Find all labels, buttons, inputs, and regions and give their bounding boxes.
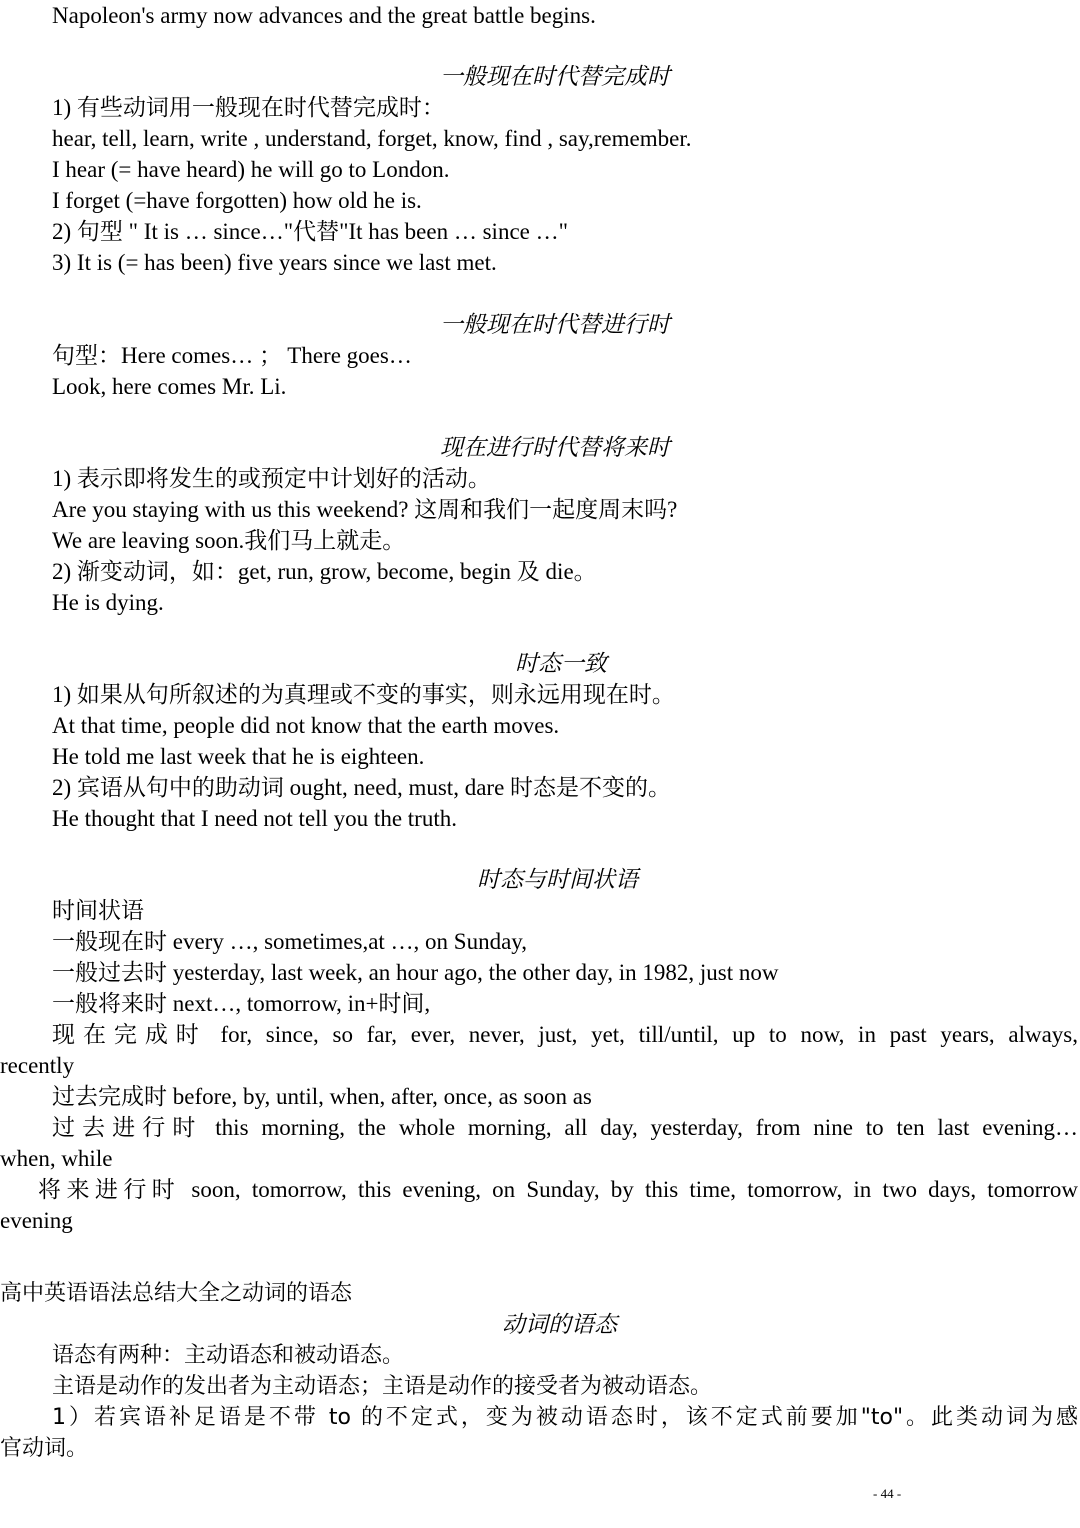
text-line: I forget (=have forgotten) how old he is.: [52, 188, 422, 213]
intro-line: Napoleon's army now advances and the great battle begins.: [52, 3, 596, 28]
text-line: 2) 宾语从句中的助动词 ought, need, must, dare 时态是不变的。: [52, 775, 672, 800]
page-number: - 44 -: [873, 1486, 902, 1501]
text-line: hear, tell, learn, write , understand, forget, know, find , say,remember.: [52, 126, 692, 151]
text-line: 1) 有些动词用一般现在时代替完成时：: [52, 95, 445, 120]
text-line: At that time, people did not know that the earth moves.: [52, 713, 560, 738]
text-line: 一般将来时 next…, tomorrow, in+时间,: [52, 991, 431, 1016]
text-line: 主语是动作的发出者为主动语态；主语是动作的接受者为被动语态。: [52, 1374, 713, 1399]
text-line: 现在完成时 for, since, so far, ever, never, just, yet, till/until, up to now, in past years, always,: [52, 1022, 1078, 1047]
text-line: 过去完成时 before, by, until, when, after, once, as soon as: [52, 1084, 592, 1109]
text-line: We are leaving soon.我们马上就走。: [52, 528, 406, 553]
text-line: 将来进行时 soon, tomorrow, this evening, on Sunday, by this time, tomorrow, in two days, tomorrow: [38, 1177, 1078, 1202]
text-line: He told me last week that he is eighteen.: [52, 744, 425, 769]
chapter-heading: 高中英语语法总结大全之动词的语态: [0, 1281, 353, 1306]
text-line: 1) 如果从句所叙述的为真理或不变的事实，则永远用现在时。: [52, 682, 675, 707]
text-line: recently: [0, 1053, 75, 1078]
text-line: Look, here comes Mr. Li.: [52, 374, 287, 399]
section-title: 时态与时间状语: [477, 867, 638, 892]
section-title: 时态一致: [515, 651, 607, 676]
text-line: 官动词。: [0, 1436, 89, 1461]
text-line: 一般现在时 every …, sometimes,at …, on Sunday,: [52, 929, 528, 954]
text-line: 3) It is (= has been) five years since we last met.: [52, 250, 497, 275]
section-title: 现在进行时代替将来时: [440, 435, 670, 460]
section-title: 动词的语态: [502, 1312, 617, 1337]
section-title: 一般现在时代替进行时: [440, 312, 670, 337]
text-line: 1）若宾语补足语是不带 to 的不定式，变为被动语态时，该不定式前要加"to"。此类动词为感: [52, 1405, 1078, 1430]
text-line: 2) 渐变动词，如：get, run, grow, become, begin 及 die。: [52, 559, 597, 584]
text-line: evening: [0, 1208, 73, 1233]
text-line: 2) 句型 " It is … since…"代替"It has been … since …": [52, 219, 568, 244]
text-line: 一般过去时 yesterday, last week, an hour ago, the other day, in 1982, just now: [52, 960, 779, 985]
text-line: 时间状语: [52, 898, 144, 923]
text-line: 句型：Here comes… ； There goes…: [52, 343, 412, 368]
text-line: when, while: [0, 1146, 113, 1171]
text-line: Are you staying with us this weekend? 这周和我们一起度周末吗?: [52, 497, 678, 522]
text-line: 语态有两种：主动语态和被动语态。: [52, 1343, 405, 1368]
section-title: 一般现在时代替完成时: [440, 64, 670, 89]
text-line: He is dying.: [52, 590, 164, 615]
text-line: 过去进行时 this morning, the whole morning, all day, yesterday, from nine to ten last evening…: [52, 1115, 1078, 1140]
text-line: He thought that I need not tell you the truth.: [52, 806, 457, 831]
text-line: 1) 表示即将发生的或预定中计划好的活动。: [52, 466, 491, 491]
text-line: I hear (= have heard) he will go to London.: [52, 157, 450, 182]
